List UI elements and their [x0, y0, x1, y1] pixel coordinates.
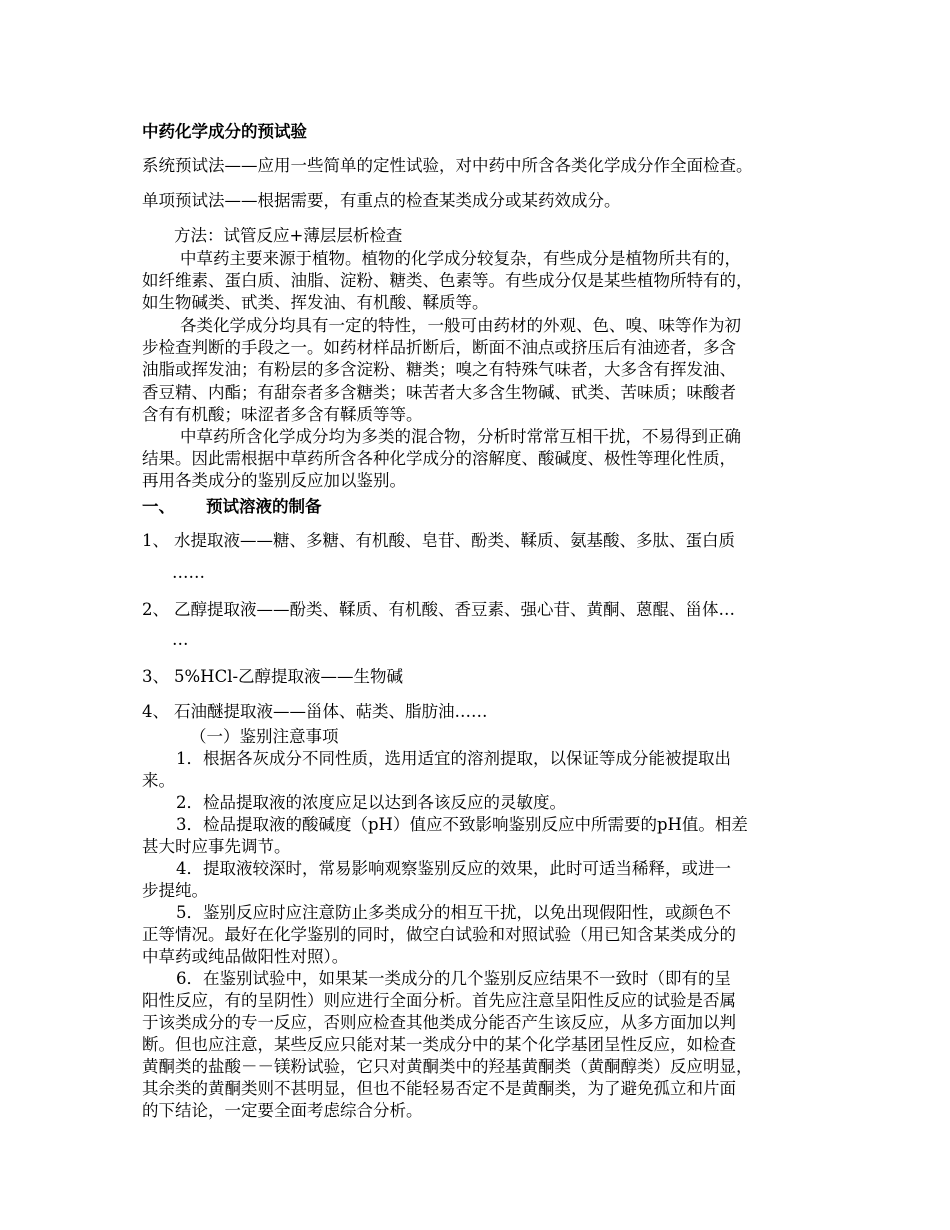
intro-line: 中草药主要来源于植物。植物的化学成分较复杂，有些成分是植物所共有的， [180, 249, 741, 268]
list-item [142, 667, 403, 687]
item-text: 5%HCl-乙醇提取液——生物碱 [174, 667, 404, 686]
note-line: 步提纯。 [142, 881, 208, 900]
item-continuation: …… [172, 563, 205, 582]
note-line: 甚大时应事先调节。 [142, 837, 291, 856]
intro-line: 如纤维素、蛋白质、油脂、淀粉、糖类、色素等。有些成分仅是某些植物所特有的， [142, 271, 753, 290]
item-continuation: … [172, 630, 189, 649]
intro-line: 再用各类成分的鉴别反应加以鉴别。 [142, 471, 406, 490]
item-text: 乙醇提取液——酚类、鞣质、有机酸、香豆素、强心苷、黄酮、蒽醌、甾体… [174, 600, 735, 619]
item-text: 水提取液——糖、多糖、有机酸、皂苷、酚类、鞣质、氨基酸、多肽、蛋白质 [174, 531, 735, 550]
intro-line: 油脂或挥发油；有粉层的多含淀粉、糖类；嗅之有特殊气味者，大多含有挥发油、 [142, 360, 736, 379]
note-line: 6．在鉴别试验中，如果某一类成分的几个鉴别反应结果不一致时（即有的呈 [176, 969, 731, 988]
intro-line: 各类化学成分均具有一定的特性，一般可由药材的外观、色、嗅、味等作为初 [180, 316, 741, 335]
note-line: 2．检品提取液的浓度应足以达到各该反应的灵敏度。 [176, 793, 566, 812]
section-title: 预试溶液的制备 [206, 497, 322, 516]
intro-line: 步检查判断的手段之一。如药材样品折断后，断面不油点或挤压后有油迹者，多含 [142, 338, 736, 357]
intro-line: 香豆精、内酯；有甜奈者多含糖类；味苦者大多含生物碱、甙类、苦味质；味酸者 [142, 383, 736, 402]
note-line: 4．提取液较深时，常易影响观察鉴别反应的效果，此时可适当稀释，或进一 [176, 859, 731, 878]
item-number: 3、 [142, 667, 169, 686]
item-number: 4、 [142, 702, 169, 721]
section-number: 一、 [142, 497, 175, 516]
note-line: 中草药或纯品做阳性对照）。 [142, 947, 349, 966]
intro-line: 结果。因此需根据中草药所含各种化学成分的溶解度、酸碱度、极性等理化性质， [142, 449, 736, 468]
item-text: 石油醚提取液——甾体、萜类、脂肪油…… [174, 702, 488, 721]
list-item [142, 531, 735, 551]
note-line: 来。 [142, 771, 175, 790]
single-pretest: 单项预试法——根据需要，有重点的检查某类成分或某药效成分。 [142, 191, 621, 210]
intro-line: 如生物碱类、甙类、挥发油、有机酸、鞣质等。 [142, 293, 489, 312]
list-item [142, 702, 488, 722]
notes-heading: （一）鉴别注意事项 [190, 727, 339, 746]
item-number: 2、 [142, 600, 169, 619]
note-line: 5．鉴别反应时应注意防止多类成分的相互干扰，以免出现假阳性，或颜色不 [176, 903, 731, 922]
item-number: 1、 [142, 531, 169, 550]
note-line: 的下结论，一定要全面考虑综合分析。 [142, 1101, 423, 1120]
intro-line: 中草药所含化学成分均为多类的混合物，分析时常常互相干扰，不易得到正确 [180, 427, 741, 446]
note-line: 1．根据各灰成分不同性质，选用适宜的溶剂提取，以保证等成分能被提取出 [176, 749, 731, 768]
list-item [142, 600, 735, 620]
note-line: 黄酮类的盐酸－－镁粉试验，它只对黄酮类中的羟基黄酮类（黄酮醇类）反应明显， [142, 1057, 753, 1076]
note-line: 3．检品提取液的酸碱度（pH）值应不致影响鉴别反应中所需要的pH值。相差 [176, 815, 748, 834]
method-line: 方法：试管反应+薄层层析检查 [174, 226, 403, 245]
section-heading [142, 497, 322, 517]
note-line: 正等情况。最好在化学鉴别的同时，做空白试验和对照试验（用已知含某类成分的 [142, 925, 736, 944]
intro-line: 含有有机酸；味涩者多含有鞣质等等。 [142, 405, 423, 424]
note-line: 阳性反应，有的呈阴性）则应进行全面分析。首先应注意呈阳性反应的试验是否属 [142, 991, 736, 1010]
doc-title: 中药化学成分的预试验 [142, 122, 307, 141]
note-line: 于该类成分的专一反应，否则应检查其他类成分能否产生该反应，从多方面加以判 [142, 1013, 736, 1032]
systematic-pretest: 系统预试法——应用一些简单的定性试验，对中药中所含各类化学成分作全面检查。 [142, 156, 753, 175]
note-line: 断。但也应注意，某些反应只能对某一类成分中的某个化学基团呈性反应，如检查 [142, 1035, 736, 1054]
note-line: 其余类的黄酮类则不甚明显，但也不能轻易否定不是黄酮类，为了避免孤立和片面 [142, 1079, 736, 1098]
